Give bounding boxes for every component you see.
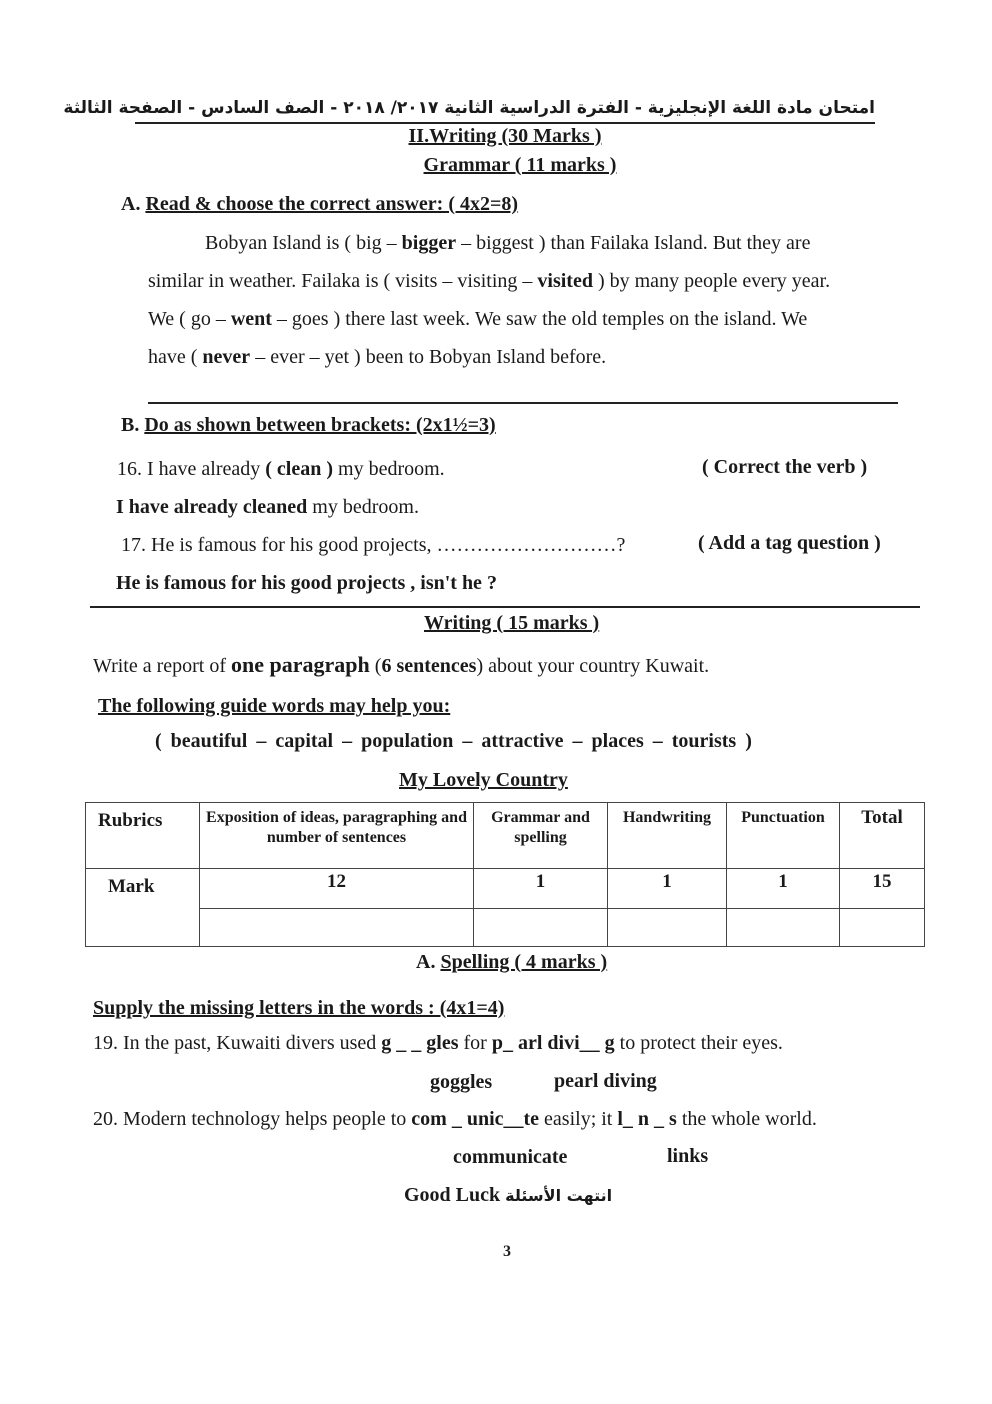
essay-title: My Lovely Country	[399, 769, 568, 791]
writing-title: Writing ( 15 marks )	[424, 612, 600, 634]
rubrics-mark-cell: 12	[200, 869, 474, 909]
rubrics-header-cell: Grammar and spelling	[474, 803, 608, 869]
guide-words-heading: The following guide words may help you:	[98, 695, 451, 717]
rubrics-score-cell[interactable]	[840, 909, 925, 947]
q17-answer: He is famous for his good projects , isn't he ?	[116, 572, 497, 594]
rubrics-header-cell: Total	[840, 803, 925, 869]
guide-words: ( beautiful – capital – population – attractive – places – tourists )	[155, 730, 752, 752]
part-a-line-2: similar in weather. Failaka is ( visits – visiting – visited ) by many people every year.	[148, 270, 831, 292]
part-a-heading: A. Read & choose the correct answer: ( 4x2=8)	[121, 193, 519, 215]
grammar-title: Grammar ( 11 marks )	[423, 154, 617, 176]
q20-answer-1: communicate	[453, 1146, 568, 1168]
question-17: 17. He is famous for his good projects, ………………………?	[121, 534, 626, 556]
rubrics-mark-row	[86, 869, 925, 909]
part-a-line-1: Bobyan Island is ( big – bigger – biggest ) than Failaka Island. But they are	[205, 232, 811, 254]
rubrics-mark-cell: 1	[727, 869, 840, 909]
q20-answer-2: links	[667, 1145, 709, 1167]
q16-instruction: ( Correct the verb )	[702, 456, 868, 478]
rubrics-mark-cell: Mark	[86, 869, 200, 947]
spelling-instruction: Supply the missing letters in the words : (4x1=4)	[93, 997, 505, 1019]
rubrics-header-cell: Punctuation	[727, 803, 840, 869]
rubrics-mark-cell: 1	[608, 869, 727, 909]
arabic-exam-header: امتحان مادة اللغة الإنجليزية - الفترة الدراسية الثانية ٢٠١٧/ ٢٠١٨ - الصف السادس - الصفحة الثالثة	[63, 98, 875, 118]
q19-answer-1: goggles	[430, 1071, 493, 1093]
header-underline	[135, 122, 875, 124]
rubrics-header-row	[86, 803, 925, 869]
divider-a-b	[148, 402, 898, 404]
spelling-title: A. Spelling ( 4 marks )	[416, 951, 608, 973]
rubrics-score-cell[interactable]	[727, 909, 840, 947]
question-16: 16. I have already ( clean ) my bedroom.	[117, 458, 445, 480]
rubrics-mark-cell: 1	[474, 869, 608, 909]
good-luck: Good Luck انتهت الأسئلة	[404, 1184, 613, 1206]
q16-answer: I have already cleaned my bedroom.	[116, 496, 419, 518]
divider-b-writing	[90, 606, 920, 608]
part-a-line-4: have ( never – ever – yet ) been to Bobyan Island before.	[148, 346, 607, 368]
rubrics-score-cell[interactable]	[474, 909, 608, 947]
rubrics-mark-cell: 15	[840, 869, 925, 909]
question-19: 19. In the past, Kuwaiti divers used g _ _ gles for p_ arl divi__ g to protect their eyes.	[93, 1032, 783, 1054]
q19-answer-2: pearl diving	[554, 1070, 657, 1092]
rubrics-header-cell: Exposition of ideas, paragraphing and number of sentences	[200, 803, 474, 869]
question-20: 20. Modern technology helps people to com _ unic__te easily; it l_ n _ s the whole world.	[93, 1108, 817, 1130]
rubrics-table	[85, 802, 925, 947]
q17-instruction: ( Add a tag question )	[698, 532, 881, 554]
rubrics-score-row	[86, 909, 925, 947]
page-number: 3	[503, 1243, 511, 1260]
part-b-heading: B. Do as shown between brackets: (2x1½=3)	[121, 414, 496, 436]
section-title: II.Writing (30 Marks )	[408, 125, 602, 147]
rubrics-header-cell: Rubrics	[86, 803, 200, 869]
rubrics-score-cell[interactable]	[608, 909, 727, 947]
writing-prompt: Write a report of one paragraph (6 sentences) about your country Kuwait.	[93, 652, 710, 677]
rubrics-header-cell: Handwriting	[608, 803, 727, 869]
part-a-line-3: We ( go – went – goes ) there last week. We saw the old temples on the island. We	[148, 308, 808, 330]
rubrics-score-cell[interactable]	[200, 909, 474, 947]
